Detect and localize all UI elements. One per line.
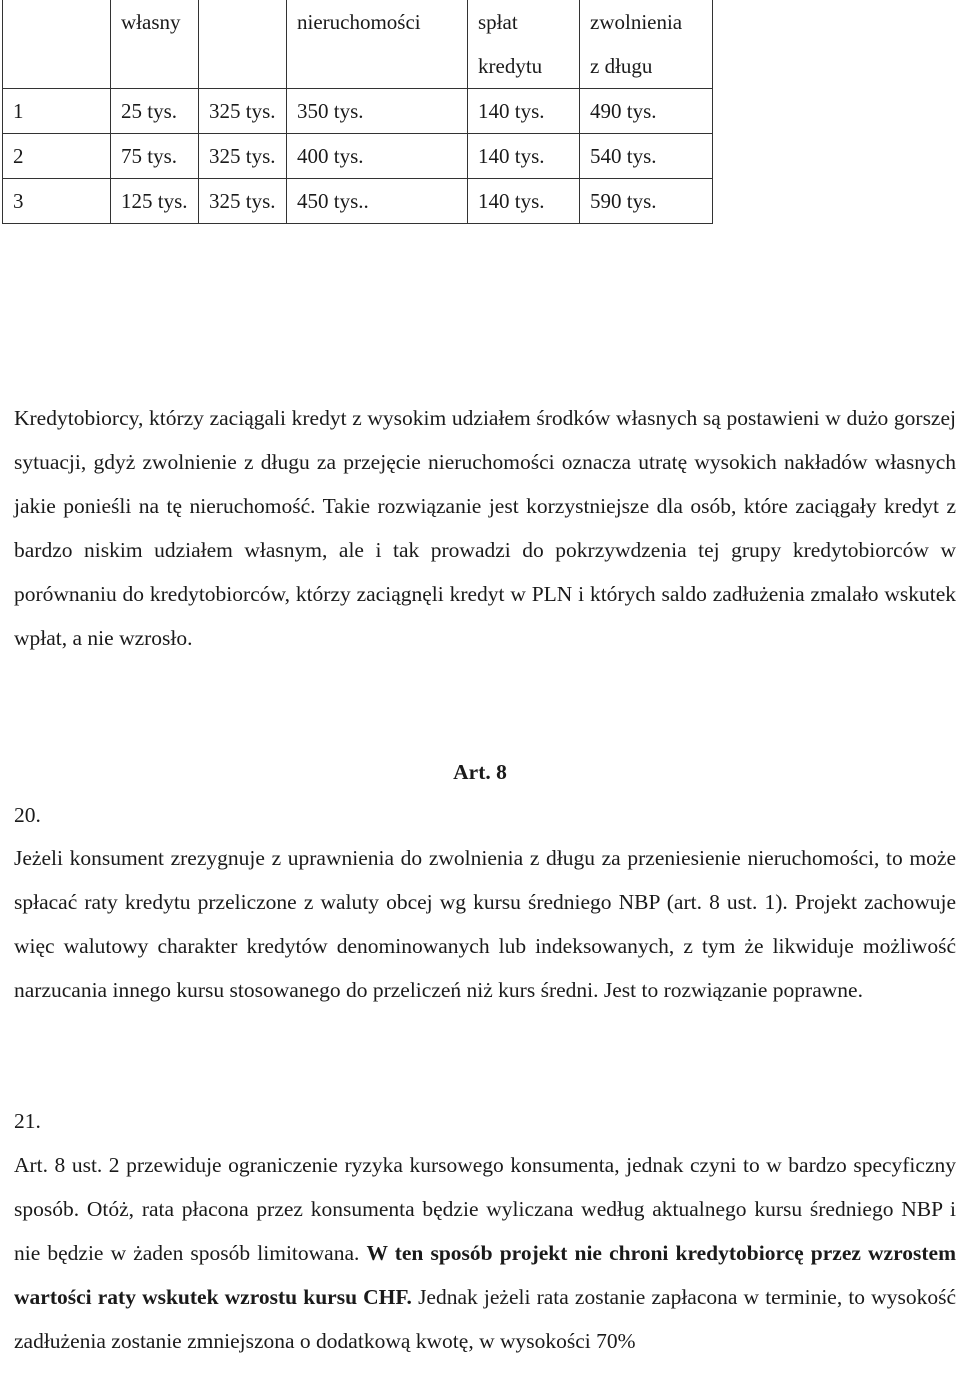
table-header-cell: własny: [111, 0, 199, 89]
table-cell: 450 tys..: [287, 179, 468, 224]
table-cell: 1: [3, 89, 111, 134]
table-cell: 400 tys.: [287, 134, 468, 179]
table-cell: 125 tys.: [111, 179, 199, 224]
paragraph-kredytobiorcy: Kredytobiorcy, którzy zaciągali kredyt z wysokim udziałem środków własnych są postawieni w dużo gorszej sytuacji, gdyż zwolnienie z długu za przejęcie nieruchomości oznacza utratę wysokich nakładów własnych jakie ponieśli na tę nieruchomość. Takie rozwiązanie jest korzystniejsze dla osób, które zaciągały kredyt z bardzo niskim udziałem własnym, ale i tak prowadzi do pokrzywdzenia tej grupy kredytobiorców w porównaniu do kredytobiorców, którzy zaciągnęli kredyt w PLN i których saldo zadłużenia zmalało wskutek wpłat, a nie wzrosło.: [14, 406, 956, 650]
point-21-bold-text: W ten sposób projekt nie chroni kredytobiorcę przez wzrostem wartości raty wskutek wzrostu kursu CHF.: [14, 1241, 956, 1309]
point-number-20: 20.: [14, 803, 41, 827]
table-header-cell: [199, 0, 287, 89]
table-cell: 325 tys.: [199, 179, 287, 224]
table-row: [3, 134, 713, 179]
table-cell: 490 tys.: [580, 89, 713, 134]
table-cell: 540 tys.: [580, 134, 713, 179]
table-cell: 350 tys.: [287, 89, 468, 134]
table-cell: 140 tys.: [468, 89, 580, 134]
point-21-text-continued: Jednak jeżeli rata zostanie zapłacona w terminie, to wysokość zadłużenia zostanie zmniejszona o dodatkową kwotę, w wysokości 70%: [14, 1285, 956, 1353]
table-cell: 75 tys.: [111, 134, 199, 179]
table-cell: 25 tys.: [111, 89, 199, 134]
point-number-21: 21.: [14, 1109, 41, 1133]
paragraph-point-21: [14, 1143, 956, 1363]
loan-comparison-table: [2, 0, 713, 224]
table-cell: 3: [3, 179, 111, 224]
table-cell: 325 tys.: [199, 89, 287, 134]
table-cell: 2: [3, 134, 111, 179]
table-header-cell: spłat kredytu: [468, 0, 580, 89]
table-row: [3, 89, 713, 134]
table-header-cell: zwolnienia z długu: [580, 0, 713, 89]
table-header-cell: [3, 0, 111, 89]
table-header-row: [3, 0, 713, 89]
point-21-text: Art. 8 ust. 2 przewiduje ograniczenie ryzyka kursowego konsumenta, jednak czyni to w bardzo specyficzny sposób. Otóż, rata płacona przez konsumenta będzie wyliczana według aktualnego kursu średniego NBP i nie będzie w żaden sposób limitowana.: [14, 1153, 956, 1265]
table-cell: 140 tys.: [468, 179, 580, 224]
table-cell: 140 tys.: [468, 134, 580, 179]
table-row: [3, 179, 713, 224]
paragraph-point-20: Jeżeli konsument zrezygnuje z uprawnienia do zwolnienia z długu za przeniesienie nieruchomości, to może spłacać raty kredytu przeliczone z waluty obcej wg kursu średniego NBP (art. 8 ust. 1). Projekt zachowuje więc walutowy charakter kredytów denominowanych lub indeksowanych, z tym że likwiduje możliwość narzucania innego kursu stosowanego do przeliczeń niż kurs średni. Jest to rozwiązanie poprawne.: [14, 846, 956, 1002]
article-heading: Art. 8: [453, 760, 507, 784]
table-cell: 590 tys.: [580, 179, 713, 224]
table-header-cell: nieruchomości: [287, 0, 468, 89]
table-cell: 325 tys.: [199, 134, 287, 179]
